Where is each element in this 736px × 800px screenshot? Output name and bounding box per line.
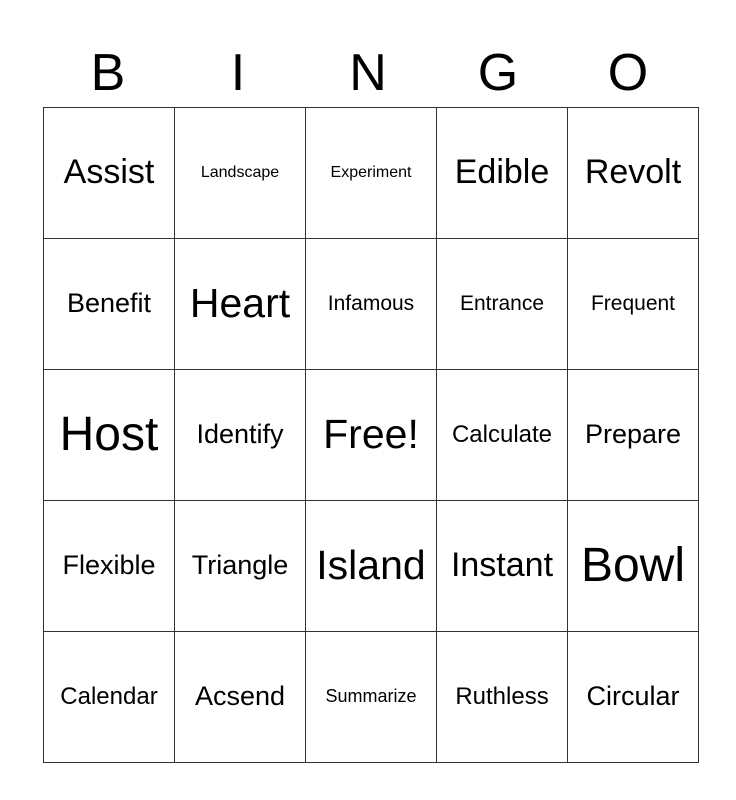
bingo-cell: Instant xyxy=(437,501,568,632)
free-space: Free! xyxy=(306,370,437,501)
board-row xyxy=(44,239,699,370)
board-row xyxy=(44,370,699,501)
bingo-cell: Frequent xyxy=(568,239,699,370)
bingo-cell: Heart xyxy=(175,239,306,370)
bingo-cell: Acsend xyxy=(175,632,306,763)
bingo-cell: Island xyxy=(306,501,437,632)
bingo-cell: Entrance xyxy=(437,239,568,370)
bingo-cell: Circular xyxy=(568,632,699,763)
bingo-cell: Landscape xyxy=(175,108,306,239)
header-letter-n: N xyxy=(349,44,387,102)
header-letter-i: I xyxy=(230,44,246,102)
bingo-cell: Experiment xyxy=(306,108,437,239)
board-row xyxy=(44,501,699,632)
bingo-cell: Prepare xyxy=(568,370,699,501)
bingo-cell: Ruthless xyxy=(437,632,568,763)
bingo-cell: Calculate xyxy=(437,370,568,501)
board-row xyxy=(44,632,699,763)
header-letter-b: B xyxy=(90,44,126,102)
bingo-cell: Infamous xyxy=(306,239,437,370)
bingo-board xyxy=(43,107,699,763)
bingo-cell: Bowl xyxy=(568,501,699,632)
bingo-cell: Identify xyxy=(175,370,306,501)
bingo-cell: Flexible xyxy=(44,501,175,632)
bingo-cell: Revolt xyxy=(568,108,699,239)
bingo-cell: Calendar xyxy=(44,632,175,763)
bingo-cell: Triangle xyxy=(175,501,306,632)
header-letter-o: O xyxy=(607,44,649,102)
header-letter-g: G xyxy=(477,44,519,102)
bingo-cell: Host xyxy=(44,370,175,501)
bingo-cell: Edible xyxy=(437,108,568,239)
bingo-header xyxy=(43,40,693,106)
bingo-cell: Benefit xyxy=(44,239,175,370)
bingo-cell: Summarize xyxy=(306,632,437,763)
bingo-cell: Assist xyxy=(44,108,175,239)
board-row xyxy=(44,108,699,239)
